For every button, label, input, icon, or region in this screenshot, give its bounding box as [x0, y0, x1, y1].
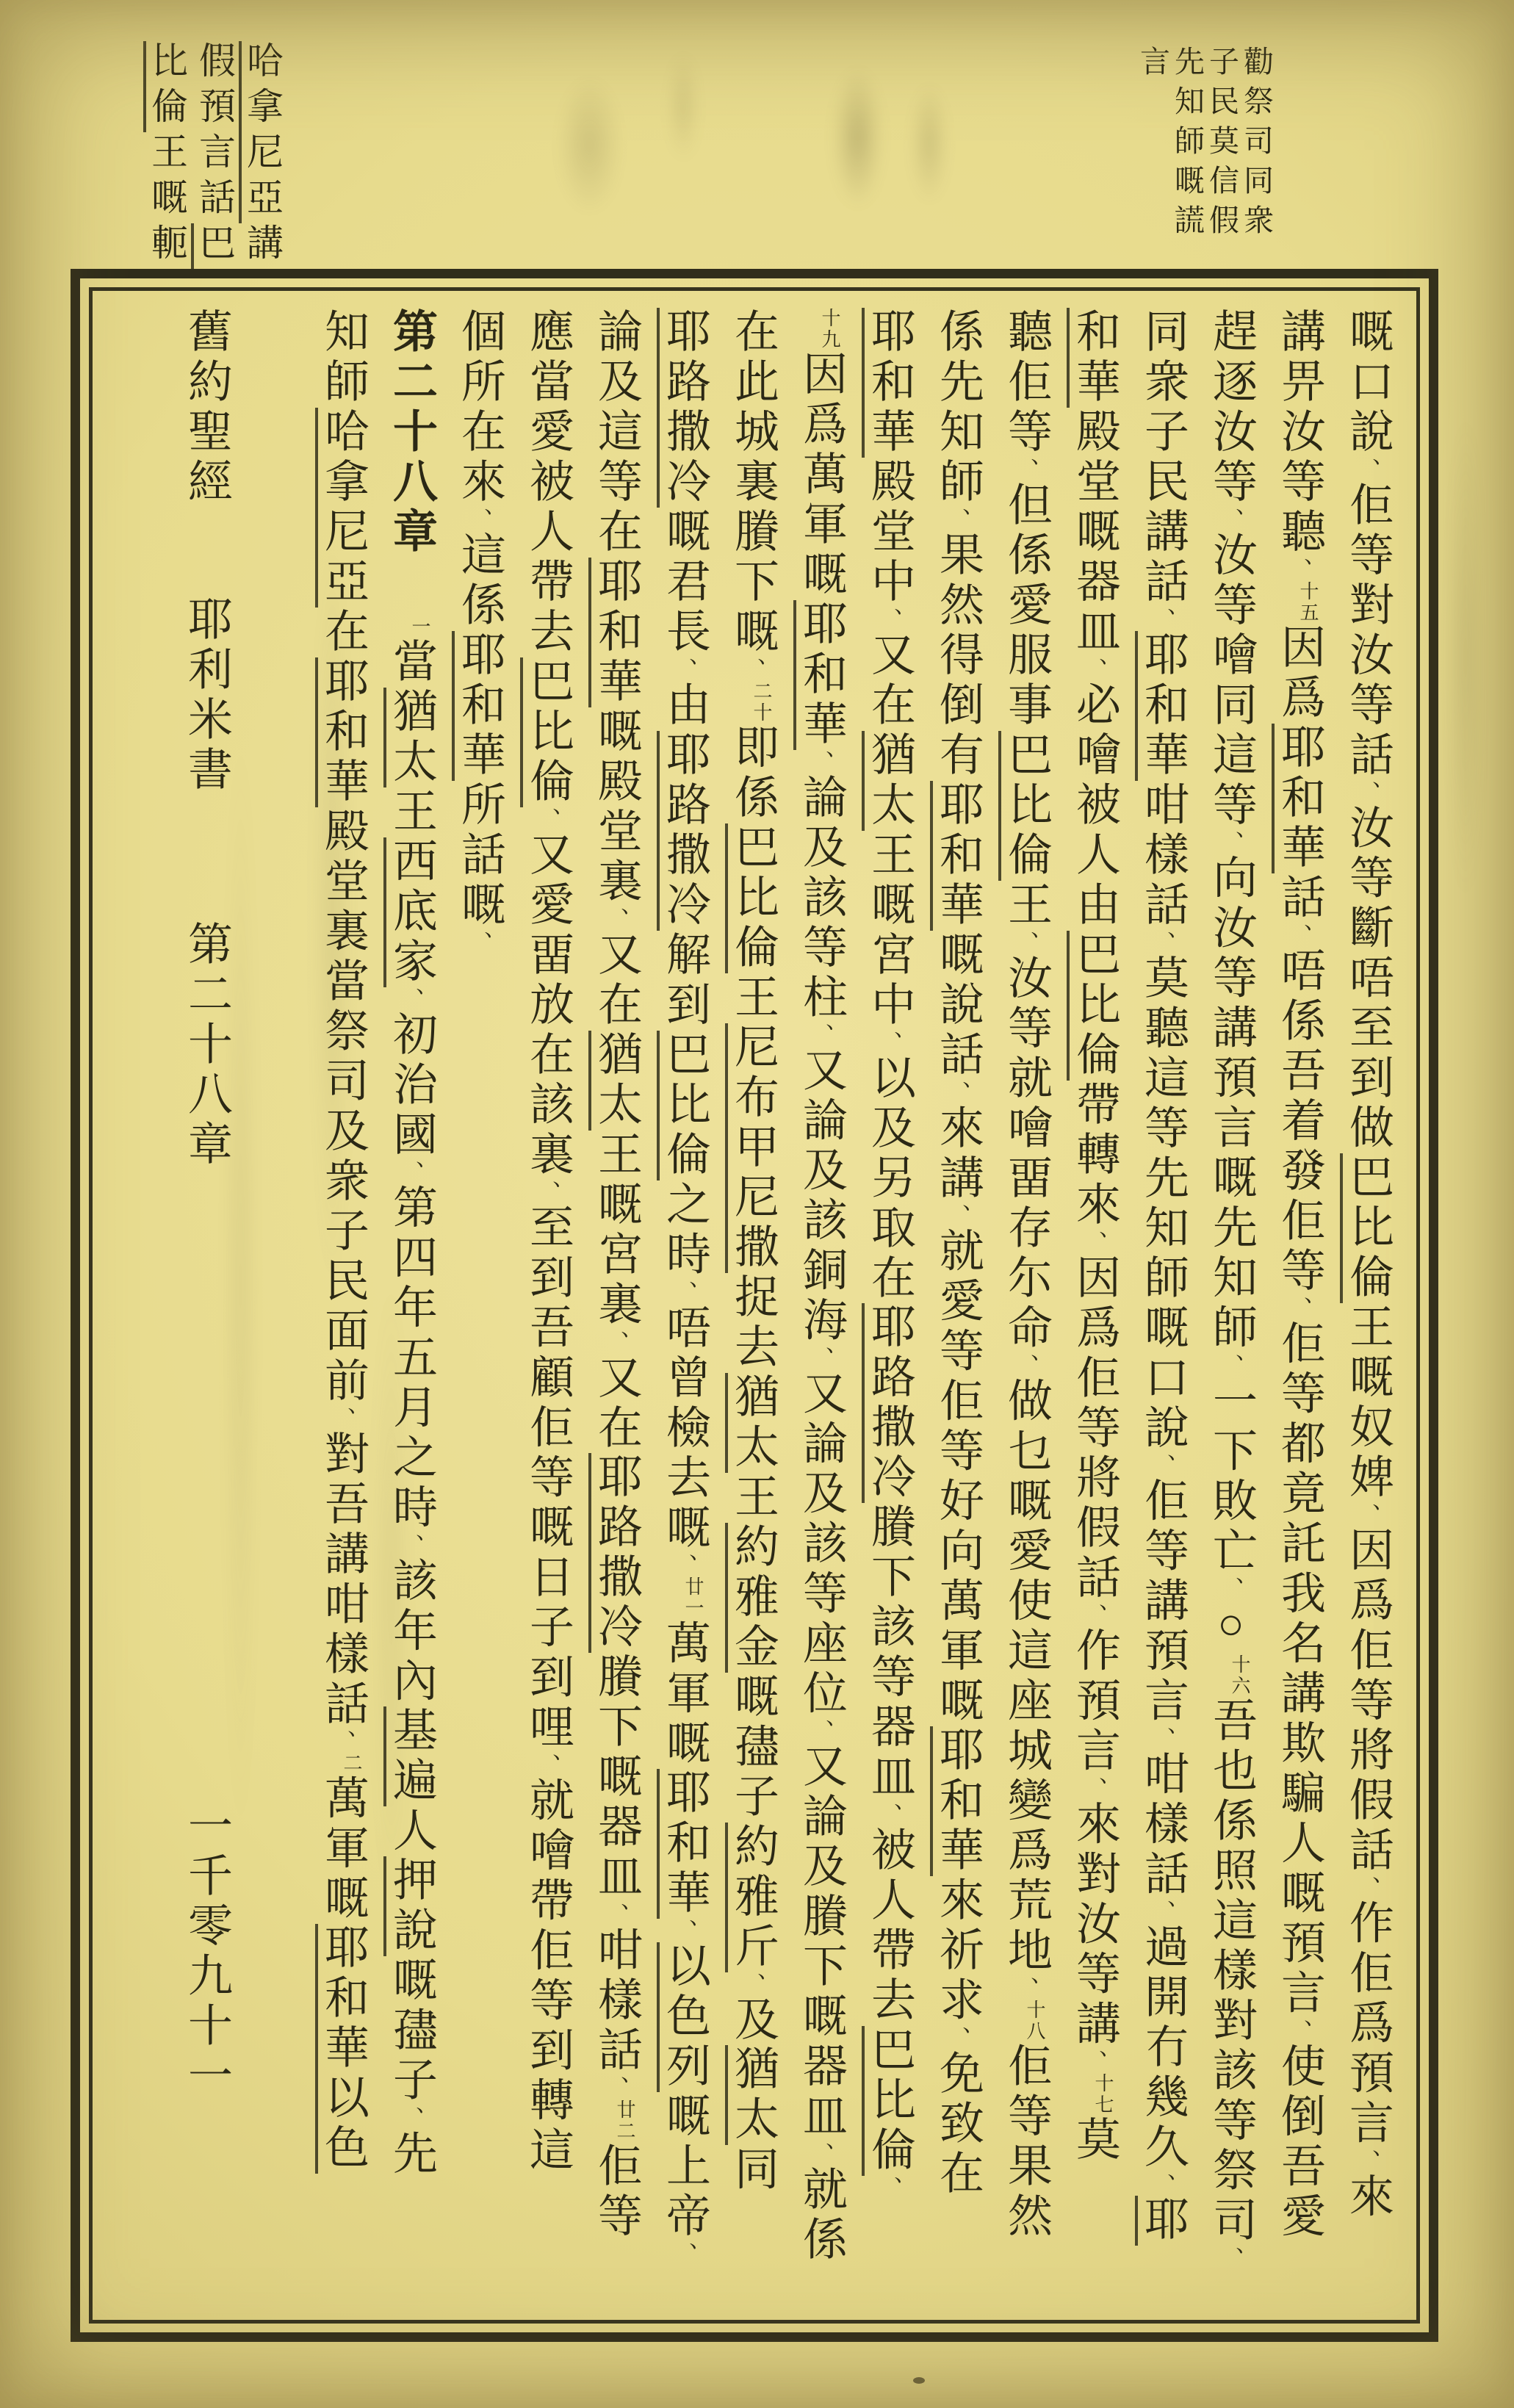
punctuation: 、	[1150, 1726, 1175, 1750]
punctuation: 、	[1218, 2246, 1244, 2270]
text-run: 假預言話	[194, 41, 235, 223]
text-run: 勸祭司同衆	[1239, 46, 1273, 244]
proper-noun: 耶和華	[315, 657, 367, 807]
punctuation: 、	[603, 907, 629, 931]
text-run: 話、唔係吾着發佢等、佢等都竟託我名講欺騙人嘅預言、使倒吾愛	[1275, 873, 1324, 2242]
punctuation: 、	[535, 807, 560, 831]
text-run: 王嘅軛	[146, 132, 187, 269]
proper-noun: 耶路撒冷	[657, 308, 709, 508]
margin-title-column	[170, 308, 238, 2303]
punctuation: 、	[671, 1553, 697, 1577]
punctuation: 、	[1150, 1899, 1175, 1923]
proper-noun: 猶太	[725, 2045, 777, 2145]
text-run: 在	[318, 608, 367, 657]
proper-noun: 耶和華	[1135, 631, 1187, 781]
bleed-through-smudge	[544, 48, 635, 242]
punctuation: 、	[1355, 1503, 1380, 1527]
punctuation: 、	[398, 987, 424, 1011]
punctuation: 、	[1150, 930, 1175, 954]
text-columns	[109, 308, 1399, 2303]
punctuation: 、	[1218, 1353, 1244, 1377]
text-column	[1263, 308, 1331, 2303]
punctuation: 、	[1081, 657, 1107, 681]
text-run: 、又愛畱放在該裏、至到吾顧佢等嘅日子到哩、就噲帶佢等到轉這	[523, 807, 572, 2177]
bleed-through-smudge	[823, 40, 893, 235]
punctuation: 、	[671, 657, 697, 681]
verse-number: 一	[409, 616, 430, 638]
proper-noun: 耶	[1135, 2196, 1187, 2246]
proper-noun: 耶和華	[793, 600, 846, 750]
text-run: 萬軍嘅	[318, 1774, 367, 1925]
ink-speck	[913, 2377, 925, 2384]
punctuation: 、	[1013, 1976, 1039, 2000]
proper-noun: 以色列	[657, 1942, 709, 2092]
header-column	[241, 41, 289, 284]
verse-number: 十六	[1229, 1654, 1250, 1697]
proper-noun: 耶和華	[588, 558, 641, 707]
proper-noun: 耶和華	[930, 1726, 982, 1876]
text-run: 嘅殿堂裏、又在	[591, 707, 641, 1031]
proper-noun: 巴比倫	[1067, 931, 1119, 1081]
text-column	[785, 308, 853, 2303]
text-run: 王、汝等就噲畱存尓命、做乜嘅愛使這座城變爲荒地、	[1001, 880, 1050, 2000]
proper-noun: 巴比倫	[520, 657, 572, 807]
punctuation: 、	[1150, 2172, 1175, 2196]
punctuation: 、	[876, 2176, 902, 2199]
punctuation: 、	[1013, 930, 1039, 954]
proper-noun: 西底家	[383, 837, 436, 987]
punctuation: 、	[808, 2141, 834, 2166]
punctuation: 、	[1286, 1296, 1312, 1320]
text-run: 第二十八章	[181, 920, 231, 1170]
punctuation: 、	[808, 750, 834, 774]
proper-noun: 猶太	[383, 688, 436, 787]
proper-noun: 耶和華	[1272, 724, 1324, 873]
punctuation: 、	[535, 1180, 560, 1204]
text-run	[660, 1919, 709, 1942]
verse-number: 二十	[751, 680, 772, 724]
text-run: 聽佢等、但係愛服事	[1001, 308, 1050, 731]
text-frame-border	[71, 269, 1438, 2342]
proper-noun: 押說	[383, 1856, 436, 1956]
text-column	[648, 308, 716, 2303]
punctuation: 、	[945, 1080, 970, 1104]
text-run: 捉去	[728, 1272, 777, 1373]
proper-noun: 猶太	[862, 731, 914, 831]
text-run: 嘅君長、由	[660, 508, 709, 731]
proper-noun: 基遍	[383, 1706, 436, 1806]
proper-noun: 巴比倫	[998, 731, 1050, 881]
text-run: 應當愛被人帶去	[523, 308, 572, 657]
text-run: 子民莫信假	[1205, 46, 1239, 244]
punctuation: 、	[398, 2106, 424, 2130]
bleed-through-smudge	[1440, 309, 1491, 1006]
text-run: 賸下該等器皿、被人帶去	[865, 1503, 914, 2027]
punctuation: 、	[1013, 458, 1039, 481]
punctuation: 、	[603, 2076, 629, 2099]
text-run: 講畀汝等聽、	[1275, 308, 1324, 581]
text-run: 佢等	[591, 2141, 641, 2242]
text-column	[1058, 308, 1126, 2303]
punctuation: 、	[671, 1919, 697, 1942]
punctuation: 、	[1081, 1230, 1107, 1254]
blank-column	[238, 308, 306, 2303]
punctuation: 、	[1150, 1453, 1175, 1477]
punctuation: 、	[398, 1160, 424, 1184]
proper-noun: 尼布甲尼撒	[725, 1023, 777, 1273]
punctuation: 、	[330, 1729, 356, 1753]
bleed-through-smudge	[904, 59, 955, 228]
text-run: 當	[386, 638, 436, 688]
punctuation: 、	[1013, 1353, 1039, 1377]
text-run: 嘅孻子	[728, 1672, 777, 1823]
punctuation: 、	[1081, 1603, 1107, 1627]
proper-noun: 巴比倫	[657, 1031, 709, 1180]
punctuation: 、	[1218, 830, 1244, 854]
text-column	[511, 308, 580, 2303]
text-column	[716, 308, 785, 2303]
proper-noun: 耶和華	[657, 1769, 709, 1919]
text-run: 、及	[728, 1972, 777, 2046]
punctuation: 、	[1081, 1776, 1107, 1800]
header-column	[1239, 46, 1278, 273]
proper-noun: 和華	[1067, 308, 1119, 408]
punctuation: 、	[740, 657, 765, 681]
text-column	[580, 308, 648, 2303]
proper-noun: 約雅斤	[725, 1823, 777, 1972]
text-run: 王	[728, 1472, 777, 1523]
text-run: 趕逐汝等、汝等噲同這等、向汝等講預言嘅先知師、一下敗亡、○	[1206, 308, 1255, 1654]
punctuation: 、	[603, 1903, 629, 1927]
verse-number: 二	[341, 1753, 362, 1775]
text-run: 舊約聖經	[181, 308, 231, 508]
text-run: 王嘅奴婢、因爲佢等將假話、作佢爲預言、來	[1343, 1303, 1392, 2223]
proper-noun: 巴比倫	[1340, 1153, 1392, 1303]
proper-noun: 耶路撒冷	[862, 1303, 914, 1503]
punctuation: 、	[945, 1203, 970, 1228]
text-run: 個所在來、這係	[455, 308, 504, 631]
punctuation: 、	[671, 1280, 697, 1304]
text-run: 咁樣話、莫聽這等先知師嘅口說、佢等講預言、咁樣話、過開冇幾久、	[1138, 780, 1187, 2196]
text-run: 人	[386, 1806, 436, 1857]
punctuation: 、	[1286, 2019, 1312, 2042]
text-run: 來祈求、免致在	[933, 1876, 982, 2199]
punctuation: 、	[330, 1407, 356, 1430]
text-run: 耶利米書	[181, 596, 231, 796]
proper-noun: 巴	[191, 223, 235, 269]
text-run: 知師	[318, 308, 367, 408]
punctuation: 、	[1081, 2049, 1107, 2073]
text-run: 殿堂裏當祭司及衆子民面前、對吾講咁樣話、	[318, 807, 367, 1753]
proper-noun: 哈拿尼亞	[239, 41, 283, 223]
proper-noun: 耶和華	[315, 1924, 367, 2074]
proper-noun: 約雅金	[725, 1523, 777, 1673]
verse-number: 廿一	[682, 1576, 704, 1620]
proper-noun: 以色	[315, 2074, 367, 2174]
text-run: 王嘅宮中、以及另取在	[865, 830, 914, 1304]
punctuation: 、	[1218, 508, 1244, 531]
text-run: 解到	[660, 930, 709, 1031]
text-column	[921, 308, 989, 2303]
proper-noun: 巴比倫	[725, 823, 777, 973]
header-column	[1205, 46, 1244, 273]
proper-noun: 猶太	[588, 1031, 641, 1131]
punctuation: 、	[1218, 1576, 1244, 1600]
text-run: 帶轉來、因爲佢等將假話、作預言、來對汝等講、	[1070, 1080, 1119, 2073]
text-run: 吾也係照這樣對該等祭司、	[1206, 1696, 1255, 2270]
proper-noun: 耶路撒冷	[588, 1453, 641, 1653]
punctuation: 、	[603, 1330, 629, 1354]
text-run: 同	[728, 2145, 777, 2196]
header-summary-left	[145, 41, 289, 284]
punctuation: 、	[1150, 608, 1175, 631]
verse-number: 十九	[819, 308, 840, 350]
text-run: 先知師嘅謊	[1170, 46, 1204, 244]
text-run: 因爲	[1275, 623, 1324, 724]
punctuation: 、	[1355, 1876, 1380, 1900]
text-column	[375, 308, 443, 2303]
verse-number: 廿二	[614, 2099, 635, 2142]
header-column	[145, 41, 193, 284]
text-run: 王	[386, 787, 436, 837]
text-run: 殿堂中、又在	[865, 458, 914, 731]
text-run: 王	[728, 973, 777, 1023]
text-run: 、論及該等柱、又論及該銅海、又論及該等座位、又論及賸下嘅器皿、就係	[796, 750, 846, 2265]
text-run: 莫	[1070, 2115, 1119, 2166]
text-column	[853, 308, 921, 2303]
punctuation: 、	[1355, 458, 1380, 481]
header-column	[193, 41, 241, 284]
header-summary-right	[1136, 46, 1278, 273]
punctuation: 、	[466, 508, 492, 531]
punctuation: 、	[671, 2241, 697, 2265]
proper-noun: 耶和華	[930, 781, 982, 931]
header-column	[1170, 46, 1209, 273]
proper-noun: 耶和華	[452, 631, 504, 781]
punctuation: 、	[876, 1803, 902, 1827]
punctuation: 、	[466, 930, 492, 954]
text-run: 之時、唔曾檢去嘅、	[660, 1180, 709, 1577]
punctuation: 、	[876, 1030, 902, 1054]
text-run: 言	[1136, 46, 1169, 85]
text-run: 所話嘅、	[455, 780, 504, 954]
punctuation: 、	[398, 1533, 424, 1557]
text-run: 講	[242, 223, 283, 269]
proper-noun: 哈拿尼亞	[315, 408, 367, 608]
punctuation: 、	[535, 1753, 560, 1777]
text-run: 、初治國、第四年五月之時、該年內	[386, 987, 436, 1707]
punctuation: 、	[808, 1346, 834, 1370]
text-run: 係先知師、果然得倒有	[933, 308, 982, 781]
proper-noun: 猶太	[725, 1373, 777, 1473]
text-run: 嘅說話、來講、就愛等佢等好向萬軍嘅	[933, 930, 982, 1727]
proper-noun: 耶路撒冷	[657, 731, 709, 931]
punctuation: 、	[945, 508, 970, 531]
text-run: 即係	[728, 723, 777, 823]
punctuation: 、	[876, 608, 902, 631]
text-column	[306, 308, 375, 2303]
text-run: 殿堂嘅器皿、必噲被人由	[1070, 408, 1119, 931]
text-run: 同衆子民講話、	[1138, 308, 1187, 631]
text-run: 嘅口說、佢等對汝等話、汝等斷唔至到做	[1343, 308, 1392, 1154]
punctuation: 、	[808, 1719, 834, 1742]
chapter-heading: 第二十八章	[386, 308, 436, 558]
text-run: 嘅孻子、先	[386, 1956, 436, 2180]
punctuation: 、	[1355, 2149, 1380, 2173]
text-column	[1331, 308, 1399, 2303]
text-run: 嘅上帝、	[660, 2091, 709, 2265]
text-run: 賸下嘅器皿、咁樣話、	[591, 1653, 641, 2099]
proper-noun: 比倫	[143, 41, 187, 132]
text-run: 一千零九十一	[181, 1802, 231, 2102]
text-run: 論及這等在	[591, 308, 641, 558]
bleed-through-smudge	[661, 29, 705, 184]
text-run: 因爲萬軍嘅	[796, 350, 846, 600]
proper-noun: 耶和華	[862, 308, 914, 458]
punctuation: 、	[1286, 923, 1312, 947]
text-run: 在此城裏賸下嘅、	[728, 308, 777, 681]
text-run: 王嘅宮裏、又在	[591, 1130, 641, 1454]
text-column	[989, 308, 1058, 2303]
punctuation: 、	[1286, 558, 1312, 581]
text-run: 佢等果然	[1001, 2041, 1050, 2242]
verse-number: 十五	[1297, 580, 1319, 624]
text-column	[443, 308, 511, 2303]
verse-number: 十七	[1092, 2072, 1114, 2116]
text-column	[1194, 308, 1263, 2303]
verse-number: 十八	[1024, 1999, 1045, 2042]
text-run: 萬軍嘅	[660, 1619, 709, 1770]
punctuation: 、	[945, 2026, 970, 2050]
punctuation: 、	[740, 1972, 765, 1996]
text-column	[1126, 308, 1194, 2303]
text-run	[865, 2176, 914, 2199]
punctuation: 、	[808, 1023, 834, 1047]
punctuation: 、	[1355, 780, 1380, 804]
proper-noun: 巴比倫	[862, 2026, 914, 2176]
